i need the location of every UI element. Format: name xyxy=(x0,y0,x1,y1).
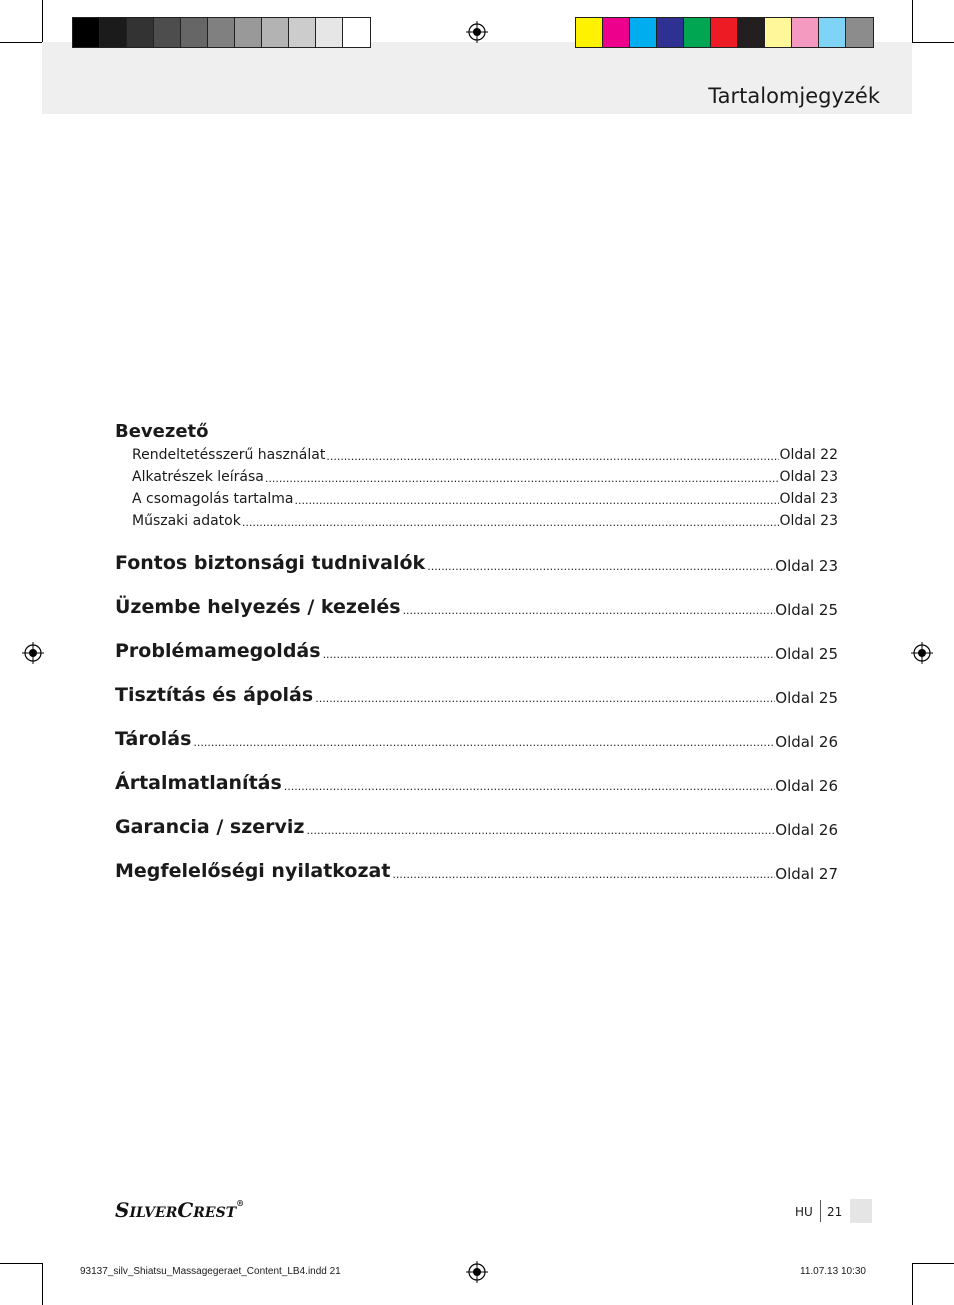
crop-mark xyxy=(42,1263,43,1305)
registration-mark-icon xyxy=(22,642,44,664)
toc-section-label: Megfelelőségi nyilatkozat xyxy=(115,860,391,882)
crop-mark xyxy=(912,1263,913,1305)
color-swatch xyxy=(765,18,792,47)
toc-item-label: A csomagolás tartalma xyxy=(132,491,294,507)
color-swatch xyxy=(181,18,208,47)
color-swatch xyxy=(657,18,684,47)
toc-leader xyxy=(313,690,775,708)
page-title: Tartalomjegyzék xyxy=(708,84,880,108)
registration-mark-icon xyxy=(466,1261,488,1283)
toc-leader xyxy=(304,822,775,840)
color-swatch xyxy=(792,18,819,47)
page-tab xyxy=(850,1199,872,1223)
color-swatch xyxy=(846,18,873,47)
toc-leader xyxy=(321,646,776,664)
color-swatch xyxy=(711,18,738,47)
toc-section-label: Fontos biztonsági tudnivalók xyxy=(115,552,426,574)
toc-leader xyxy=(293,492,779,510)
toc-item-label: Alkatrészek leírása xyxy=(132,469,264,485)
toc-section-label: Tárolás xyxy=(115,728,192,750)
toc-leader xyxy=(241,514,780,532)
toc-item-page: Oldal 23 xyxy=(779,469,838,485)
toc-item[interactable] xyxy=(115,488,838,510)
toc-leader xyxy=(191,734,775,752)
color-swatch xyxy=(819,18,846,47)
toc-item-page: Oldal 23 xyxy=(779,491,838,507)
toc-section-label: Ártalmatlanítás xyxy=(115,772,282,794)
page-number: 21 xyxy=(827,1205,843,1219)
toc-section-page: Oldal 26 xyxy=(775,777,838,795)
toc-section[interactable] xyxy=(115,664,838,708)
color-swatch xyxy=(208,18,235,47)
toc-section-page: Oldal 26 xyxy=(775,821,838,839)
toc-section-label: Problémamegoldás xyxy=(115,640,321,662)
toc-heading-intro: Bevezető xyxy=(115,421,209,442)
toc-item-label: Rendeltetésszerű használat xyxy=(132,447,326,463)
toc-section-page: Oldal 23 xyxy=(775,557,838,575)
toc-section[interactable] xyxy=(115,576,838,620)
registration-mark-icon xyxy=(466,21,488,43)
toc-leader xyxy=(282,778,776,796)
color-swatch xyxy=(235,18,262,47)
color-swatch xyxy=(289,18,316,47)
table-of-contents xyxy=(115,420,838,884)
toc-section[interactable] xyxy=(115,752,838,796)
color-swatch xyxy=(603,18,630,47)
gray-color-bar xyxy=(72,17,371,48)
toc-section-label: Tisztítás és ápolás xyxy=(115,684,314,706)
toc-leader xyxy=(325,448,779,466)
registration-mark-icon xyxy=(911,642,933,664)
toc-item[interactable] xyxy=(115,444,838,466)
color-swatch xyxy=(576,18,603,47)
slug-filename: 93137_silv_Shiatsu_Massagegeraet_Content_LB4.indd 21 xyxy=(80,1266,341,1277)
toc-section-page: Oldal 26 xyxy=(775,733,838,751)
color-swatch xyxy=(127,18,154,47)
toc-item-page: Oldal 22 xyxy=(779,447,838,463)
toc-leader xyxy=(390,866,775,884)
toc-section-page: Oldal 25 xyxy=(775,689,838,707)
color-swatch xyxy=(262,18,289,47)
color-swatch xyxy=(630,18,657,47)
crop-mark xyxy=(912,42,954,43)
toc-leader xyxy=(401,602,776,620)
color-swatch xyxy=(684,18,711,47)
language-code: HU xyxy=(795,1205,813,1219)
toc-section[interactable] xyxy=(115,620,838,664)
crop-mark xyxy=(912,1263,954,1264)
color-swatch xyxy=(100,18,127,47)
toc-section[interactable] xyxy=(115,796,838,840)
divider xyxy=(820,1200,821,1222)
color-swatch xyxy=(738,18,765,47)
slug-date: 11.07.13 10:30 xyxy=(800,1266,866,1277)
color-swatch xyxy=(316,18,343,47)
toc-item[interactable] xyxy=(115,510,838,532)
toc-section-page: Oldal 25 xyxy=(775,601,838,619)
toc-item-label: Műszaki adatok xyxy=(132,513,241,529)
brand-logo: SILVERCREST® xyxy=(115,1198,245,1222)
toc-leader xyxy=(425,558,775,576)
crop-mark xyxy=(42,0,43,42)
color-swatch xyxy=(343,18,370,47)
toc-section[interactable] xyxy=(115,708,838,752)
toc-item[interactable] xyxy=(115,466,838,488)
crop-mark xyxy=(0,42,42,43)
crop-mark xyxy=(912,0,913,42)
toc-section[interactable] xyxy=(115,840,838,884)
toc-leader xyxy=(264,470,780,488)
cmyk-color-bar xyxy=(575,17,874,48)
color-swatch xyxy=(73,18,100,47)
toc-section-label: Garancia / szerviz xyxy=(115,816,305,838)
toc-section-label: Üzembe helyezés / kezelés xyxy=(115,596,401,618)
crop-mark xyxy=(0,1263,42,1264)
toc-section-page: Oldal 25 xyxy=(775,645,838,663)
toc-section-page: Oldal 27 xyxy=(775,865,838,883)
toc-section[interactable] xyxy=(115,532,838,576)
color-swatch xyxy=(154,18,181,47)
toc-item-page: Oldal 23 xyxy=(779,513,838,529)
